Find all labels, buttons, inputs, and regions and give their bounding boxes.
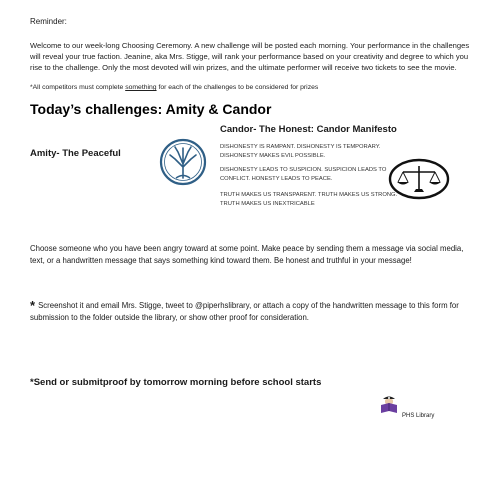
competitors-note bbox=[30, 84, 318, 91]
manifesto-line: TRUTH MAKES US TRANSPARENT. TRUTH MAKES US STRONG. bbox=[220, 192, 398, 198]
manifesto-stanza-1 bbox=[220, 143, 380, 160]
note-after: for each of the challenges to be considered for prizes bbox=[156, 84, 319, 91]
candor-scales-icon bbox=[388, 158, 450, 200]
submission-text: Screenshot it and email Mrs. Stigge, tweet to @piperhslibrary, or attach a copy of the handwritten message to this form for submission to the folder outside the library, or show other proof for consideration. bbox=[30, 301, 459, 322]
challenge-task-paragraph: Choose someone who you have been angry toward at some point. Make peace by sending them a message via social media, text, or a handwritten message that says something kind toward them. Be honest and truthful in your message! bbox=[30, 244, 464, 265]
intro-paragraph: Welcome to our week-long Choosing Ceremony. A new challenge will be posted each morning. Your performance in the challenges will reveal your true faction. Jeanine, aka Mrs. Stigge, will rank your performance based on your creativity and degree to which you rise to the challenge. Only the most devoted will win prizes, and the ultimate performer will receive two tickets to see the movie. bbox=[30, 41, 470, 72]
manifesto-line: DISHONESTY LEADS TO SUSPICION. SUSPICION LEADS TO bbox=[220, 167, 387, 173]
challenges-heading: Today’s challenges: Amity & Candor bbox=[30, 101, 272, 117]
manifesto-stanza-2 bbox=[220, 166, 386, 183]
pirate-book-icon bbox=[378, 393, 400, 415]
manifesto-stanza-3 bbox=[220, 191, 397, 208]
manifesto-line: DISHONESTY MAKES EVIL POSSIBLE. bbox=[220, 152, 326, 159]
candor-title: Candor- The Honest: Candor Manifesto bbox=[220, 124, 397, 135]
manifesto-line: DISHONESTY IS RAMPANT. DISHONESTY IS TEMPORARY. bbox=[220, 144, 381, 150]
submission-instructions bbox=[30, 300, 480, 324]
reminder-label: Reminder: bbox=[30, 17, 67, 26]
note-emphasis: something bbox=[125, 84, 157, 91]
amity-tree-icon bbox=[158, 137, 208, 187]
manifesto-line: TRUTH MAKES US INEXTRICABLE bbox=[220, 200, 315, 207]
deadline-notice: *Send or submitproof by tomorrow morning before school starts bbox=[30, 377, 322, 388]
manifesto-line: CONFLICT. HONESTY LEADS TO PEACE. bbox=[220, 175, 333, 182]
note-before: *All competitors must complete bbox=[30, 84, 126, 91]
amity-title: Amity- The Peaceful bbox=[30, 148, 121, 159]
library-label: PHS Library bbox=[402, 413, 435, 419]
star-bullet: * bbox=[30, 298, 36, 313]
